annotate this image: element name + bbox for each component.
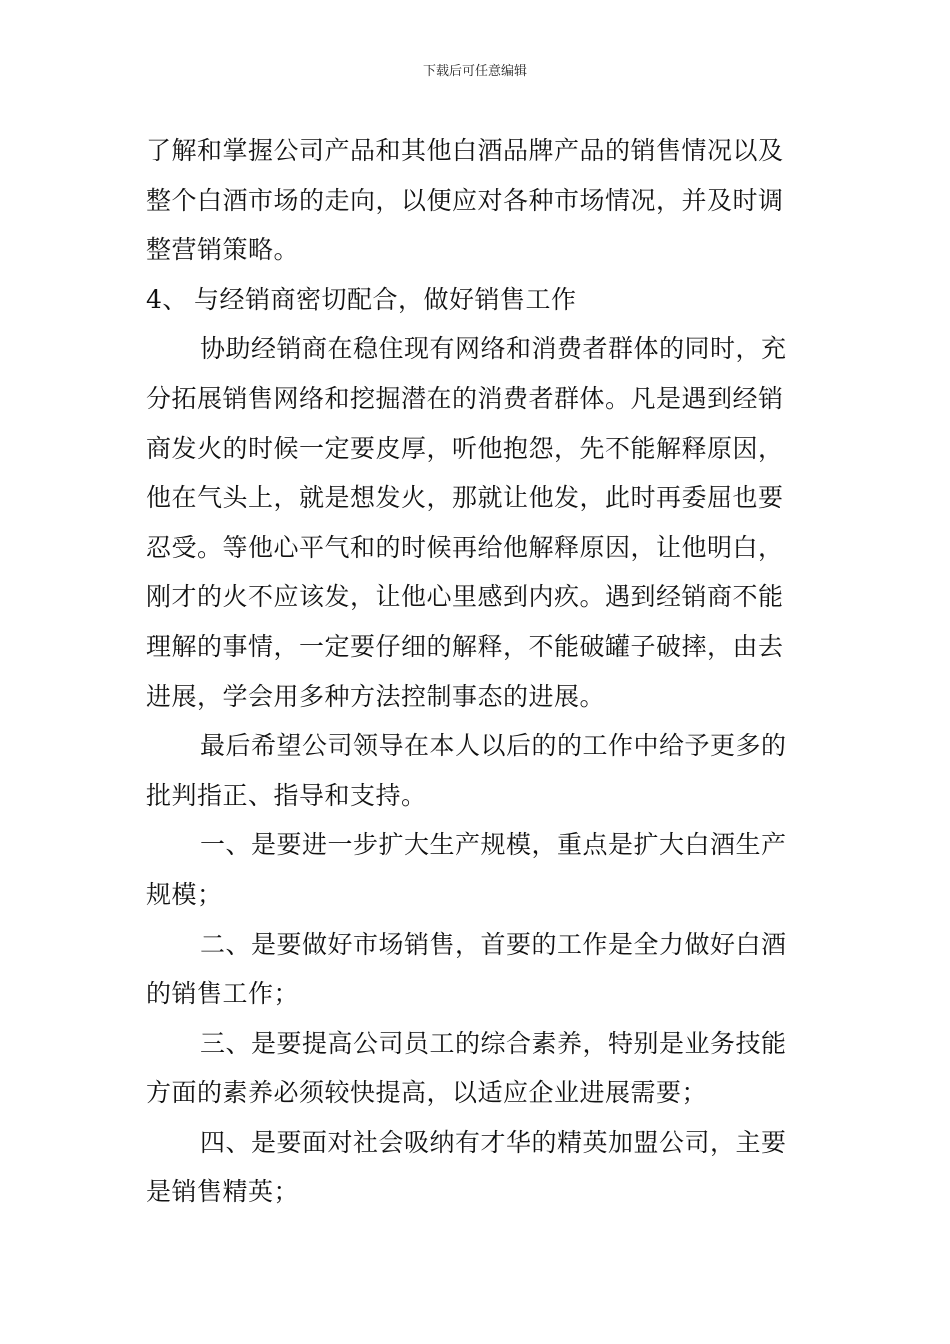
list-item-3: 三、是要提高公司员工的综合素养，特别是业务技能方面的素养必须较快提高，以适应企业进展需要； (146, 1028, 787, 1108)
paragraph-market-trend: 了解和掌握公司产品和其他白酒品牌产品的销售情况以及整个白酒市场的走向，以便应对各种市场情况，并及时调整营销策略。 (146, 136, 784, 265)
list-item-2: 二、是要做好市场销售，首要的工作是全力做好白酒的销售工作； (146, 929, 787, 1009)
paragraph-closing-hope: 最后希望公司领导在本人以后的的工作中给予更多的批判指正、指导和支持。 (146, 731, 787, 810)
section-number: 4、 (146, 284, 188, 314)
document-body (146, 126, 808, 1217)
list-item-4: 四、是要面对社会吸纳有才华的精英加盟公司，主要是销售精英； (146, 1127, 787, 1207)
section-title: 与经销商密切配合，做好销售工作 (194, 284, 577, 314)
list-item-1: 一、是要进一步扩大生产规模，重点是扩大白酒生产规模； (146, 830, 787, 909)
paragraph-dealer-cooperation: 协助经销商在稳住现有网络和消费者群体的同时，充分拓展销售网络和挖掘潜在的消费者群体。凡是遇到经销商发火的时候一定要皮厚，听他抱怨，先不能解释原因，他在气头上，就是想发火，那就让他发，此时再委屈也要忍受。等他心平气和的时候再给他解释原因，让他明白，刚才的火不应该发，让他心里感到内疚。遇到经销商不能理解的事情，一定要仔细的解释，不能破罐子破摔，由去进展，学会用多种方法控制事态的进展。 (146, 334, 787, 711)
page-header-note: 下载后可任意编辑 (422, 64, 527, 79)
section-heading-4 (146, 275, 808, 325)
